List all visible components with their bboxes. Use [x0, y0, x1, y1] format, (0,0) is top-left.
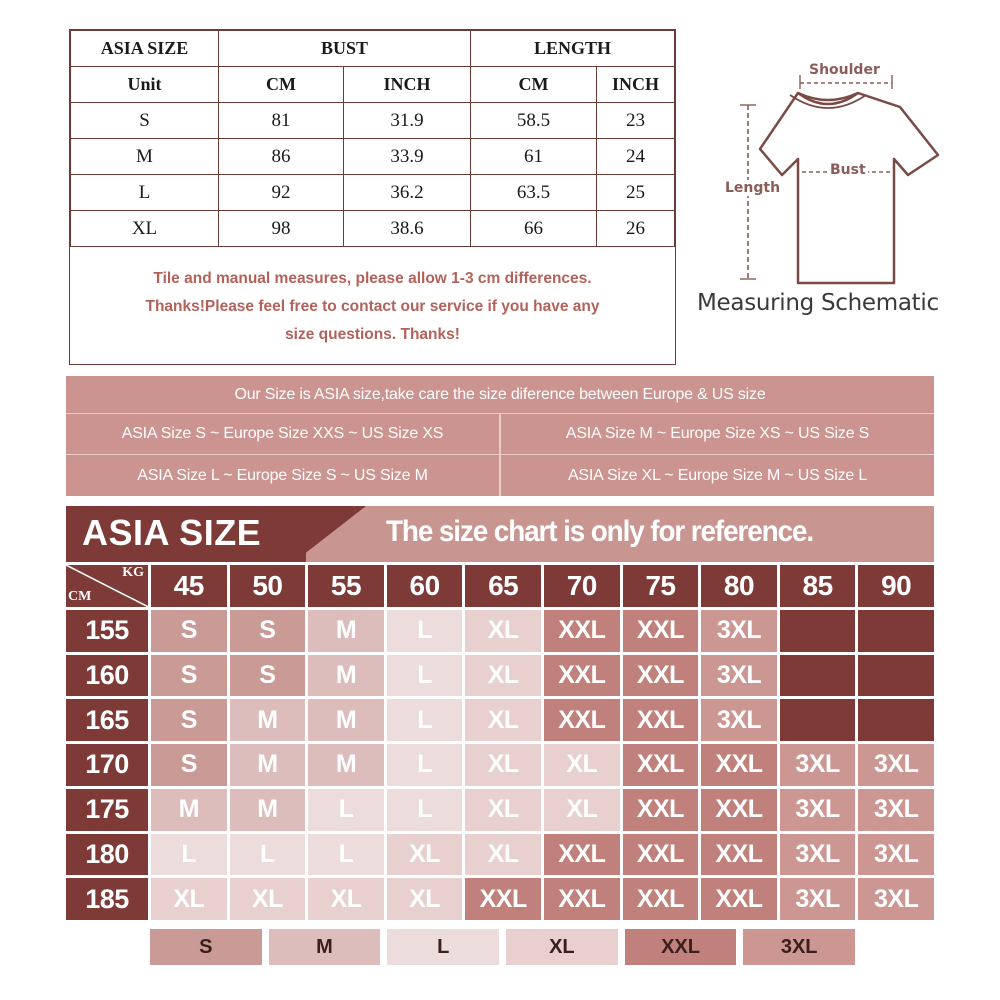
size-cell: XL	[230, 878, 306, 920]
size-cell: XL	[71, 211, 219, 247]
size-cell: XXL	[701, 878, 777, 920]
size-cell: XL	[465, 834, 541, 876]
size-cell: XXL	[465, 878, 541, 920]
size-cell: XL	[465, 610, 541, 652]
note-line: Tile and manual measures, please allow 1-3 cm differences.	[153, 270, 592, 287]
conversion-row	[66, 455, 934, 496]
size-cell: M	[151, 789, 227, 831]
table-row	[71, 175, 675, 211]
size-cell: 3XL	[780, 834, 856, 876]
size-cell: XXL	[701, 789, 777, 831]
size-cell: XXL	[623, 610, 699, 652]
size-cell: L	[387, 655, 463, 697]
size-cell: XXL	[544, 655, 620, 697]
size-cell: XXL	[544, 834, 620, 876]
size-cell: XXL	[623, 878, 699, 920]
height-header-cell: 175	[66, 789, 148, 831]
size-cell: XL	[387, 834, 463, 876]
height-header-cell: 160	[66, 655, 148, 697]
header-bust-cm: CM	[219, 67, 344, 103]
size-cell: S	[230, 655, 306, 697]
size-cell: 3XL	[701, 655, 777, 697]
size-cell: L	[387, 744, 463, 786]
size-cell: 3XL	[780, 878, 856, 920]
weight-header-cell: 70	[544, 565, 620, 607]
size-cell: XXL	[544, 610, 620, 652]
size-cell: M	[308, 610, 384, 652]
size-chart-subtitle: The size chart is only for reference.	[386, 515, 813, 548]
size-cell: L	[387, 699, 463, 741]
size-cell: XL	[387, 878, 463, 920]
length-cm-cell: 63.5	[471, 175, 597, 211]
height-weight-size-grid	[66, 565, 934, 920]
bust-label: Bust	[830, 162, 866, 178]
size-cell: 3XL	[858, 789, 934, 831]
bust-inch-cell: 36.2	[344, 175, 471, 211]
size-cell: XL	[465, 699, 541, 741]
height-header-cell: 185	[66, 878, 148, 920]
weight-header-cell: 50	[230, 565, 306, 607]
legend-item: XXL	[625, 929, 737, 965]
size-cell: 3XL	[858, 744, 934, 786]
size-cell: XL	[151, 878, 227, 920]
size-cell	[780, 699, 856, 741]
height-header-cell: 170	[66, 744, 148, 786]
height-header-cell: 180	[66, 834, 148, 876]
conversion-row	[66, 414, 934, 455]
size-cell: M	[308, 699, 384, 741]
conversion-cell: ASIA Size XL ~ Europe Size M ~ US Size L	[567, 466, 868, 484]
weight-header-cell: 65	[465, 565, 541, 607]
bust-inch-cell: 33.9	[344, 139, 471, 175]
size-cell: XXL	[623, 655, 699, 697]
size-cell: S	[151, 610, 227, 652]
size-cell: 3XL	[701, 610, 777, 652]
length-inch-cell: 26	[597, 211, 675, 247]
height-header-cell: 155	[66, 610, 148, 652]
length-inch-cell: 25	[597, 175, 675, 211]
header-unit: Unit	[71, 67, 219, 103]
size-cell: M	[230, 789, 306, 831]
measurement-note	[70, 247, 675, 367]
size-cell: L	[230, 834, 306, 876]
note-line: size questions. Thanks!	[285, 326, 460, 343]
size-cell: XXL	[623, 789, 699, 831]
corner-kg-label: KG	[122, 565, 144, 580]
size-cell: XXL	[701, 834, 777, 876]
size-cell: 3XL	[858, 878, 934, 920]
size-cell: XL	[544, 789, 620, 831]
size-conversion-banner	[66, 376, 934, 496]
height-header-cell: 165	[66, 699, 148, 741]
conversion-title: Our Size is ASIA size,take care the size diference between Europe & US size	[66, 376, 934, 414]
size-chart-title: ASIA SIZE	[82, 512, 262, 553]
size-cell: XXL	[544, 878, 620, 920]
length-inch-cell: 23	[597, 103, 675, 139]
legend-item: M	[269, 929, 381, 965]
weight-header-cell: 80	[701, 565, 777, 607]
weight-header-cell: 60	[387, 565, 463, 607]
size-cell: L	[308, 789, 384, 831]
header-bust: BUST	[219, 31, 471, 67]
size-cell: S	[71, 103, 219, 139]
size-cell: L	[387, 610, 463, 652]
bust-cm-cell: 81	[219, 103, 344, 139]
header-length-inch: INCH	[597, 67, 675, 103]
size-chart-header	[66, 506, 934, 562]
size-cell: M	[308, 744, 384, 786]
length-cm-cell: 61	[471, 139, 597, 175]
bust-cm-cell: 98	[219, 211, 344, 247]
size-cell: XL	[465, 789, 541, 831]
bust-inch-cell: 31.9	[344, 103, 471, 139]
size-cell: XL	[544, 744, 620, 786]
size-cell: L	[387, 789, 463, 831]
size-cell: XL	[308, 878, 384, 920]
grid-corner-cell	[66, 565, 148, 607]
size-cell	[858, 699, 934, 741]
weight-header-cell: 55	[308, 565, 384, 607]
length-inch-cell: 24	[597, 139, 675, 175]
size-cell	[780, 655, 856, 697]
weight-header-cell: 75	[623, 565, 699, 607]
corner-cm-label: CM	[68, 588, 92, 604]
header-bust-inch: INCH	[344, 67, 471, 103]
bust-inch-cell: 38.6	[344, 211, 471, 247]
length-cm-cell: 58.5	[471, 103, 597, 139]
legend-item: S	[150, 929, 262, 965]
size-cell: S	[230, 610, 306, 652]
length-label: Length	[725, 180, 781, 196]
length-cm-cell: 66	[471, 211, 597, 247]
legend-item: L	[387, 929, 499, 965]
size-cell: S	[151, 699, 227, 741]
weight-header-cell: 45	[151, 565, 227, 607]
weight-header-cell: 85	[780, 565, 856, 607]
note-line: Thanks!Please feel free to contact our service if you have any	[145, 298, 600, 315]
size-cell: L	[308, 834, 384, 876]
bust-cm-cell: 86	[219, 139, 344, 175]
legend-item: 3XL	[743, 929, 855, 965]
size-cell: M	[71, 139, 219, 175]
size-cell: XXL	[623, 699, 699, 741]
schematic-title: Measuring Schematic	[697, 290, 939, 316]
size-cell	[780, 610, 856, 652]
size-cell: S	[151, 744, 227, 786]
header-length-cm: CM	[471, 67, 597, 103]
weight-header-cell: 90	[858, 565, 934, 607]
size-cell: M	[230, 699, 306, 741]
table-row	[71, 139, 675, 175]
size-cell: M	[230, 744, 306, 786]
size-cell: 3XL	[780, 789, 856, 831]
table-row	[71, 103, 675, 139]
table-row	[71, 211, 675, 247]
size-table	[69, 29, 676, 365]
size-cell	[858, 610, 934, 652]
conversion-cell: ASIA Size L ~ Europe Size S ~ US Size M	[66, 455, 501, 496]
size-cell: L	[71, 175, 219, 211]
size-cell: XL	[465, 744, 541, 786]
conversion-cell: ASIA Size S ~ Europe Size XXS ~ US Size XS	[66, 414, 501, 454]
size-cell: XXL	[623, 744, 699, 786]
bust-cm-cell: 92	[219, 175, 344, 211]
header-length: LENGTH	[471, 31, 675, 67]
size-cell: 3XL	[780, 744, 856, 786]
conversion-cell: ASIA Size M ~ Europe Size XS ~ US Size S	[565, 425, 870, 442]
size-cell: XL	[465, 655, 541, 697]
size-cell: XXL	[623, 834, 699, 876]
size-cell: 3XL	[858, 834, 934, 876]
size-cell: XXL	[701, 744, 777, 786]
legend-item: XL	[506, 929, 618, 965]
size-cell	[858, 655, 934, 697]
size-legend	[150, 929, 855, 965]
shoulder-label: Shoulder	[809, 62, 880, 78]
size-cell: 3XL	[701, 699, 777, 741]
size-cell: L	[151, 834, 227, 876]
header-asia-size: ASIA SIZE	[71, 31, 219, 67]
size-cell: S	[151, 655, 227, 697]
size-cell: M	[308, 655, 384, 697]
size-cell: XXL	[544, 699, 620, 741]
